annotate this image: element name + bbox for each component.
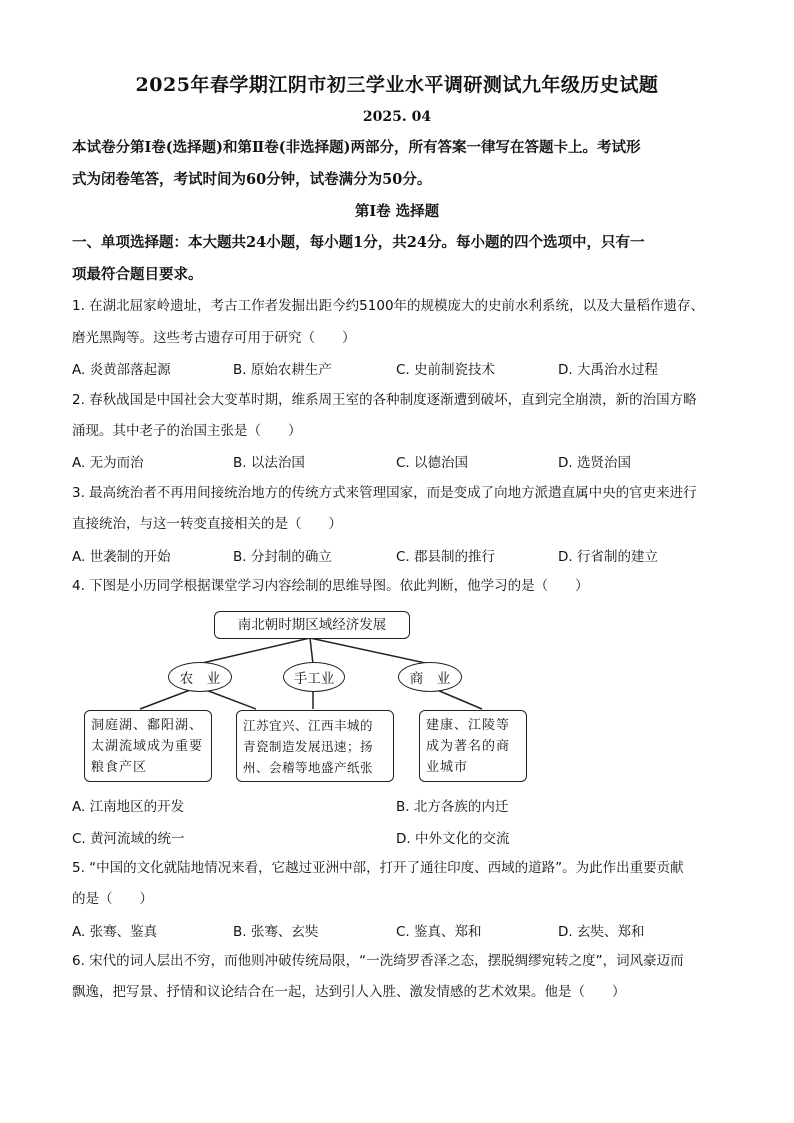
question-5-option-c: C. 鉴真、郑和 xyxy=(396,924,482,940)
mind-map xyxy=(80,605,540,785)
question-2-option-d: D. 选贤治国 xyxy=(558,455,631,471)
instruction-line: 式为闭卷笔答，考试时间为60分钟，试卷满分为50分。 xyxy=(72,171,432,188)
leaf-line: 建康、江陵等 xyxy=(426,718,511,733)
question-5-option-d: D. 玄奘、郑和 xyxy=(558,924,645,940)
instruction-line: 本试卷分第Ⅰ卷(选择题)和第Ⅱ卷(非选择题)两部分，所有答案一律写在答题卡上。考试形 xyxy=(72,139,641,156)
leaf-line: 业城市 xyxy=(426,760,469,775)
question-1-option-d: D. 大禹治水过程 xyxy=(558,362,658,378)
question-2-option-a: A. 无为而治 xyxy=(72,455,144,471)
leaf-line: 粮食产区 xyxy=(91,760,148,775)
question-3-option-a: A. 世袭制的开始 xyxy=(72,549,171,565)
part-heading-line: 项最符合题目要求。 xyxy=(72,266,203,283)
question-1-option-c: C. 史前制瓷技术 xyxy=(396,362,496,378)
question-5-stem: 的是（ ） xyxy=(72,891,153,907)
exam-date: 2025. 04 xyxy=(362,109,432,125)
leaf-line: 青瓷制造发展迅速；扬 xyxy=(243,739,374,754)
question-2-stem: 涌现。其中老子的治国主张是（ ） xyxy=(72,423,302,439)
mind-map-branch-agriculture: 农 业 xyxy=(168,662,232,692)
question-1-option-b: B. 原始农耕生产 xyxy=(233,362,332,378)
question-5-option-b: B. 张骞、玄奘 xyxy=(233,924,319,940)
leaf-line: 江苏宜兴、江西丰城的 xyxy=(243,718,374,733)
question-1-option-a: A. 炎黄部落起源 xyxy=(72,362,171,378)
question-2-option-c: C. 以德治国 xyxy=(396,455,469,471)
leaf-line: 洞庭湖、鄱阳湖、 xyxy=(91,718,204,733)
question-5-option-a: A. 张骞、鉴真 xyxy=(72,924,158,940)
question-3-option-c: C. 郡县制的推行 xyxy=(396,549,496,565)
exam-title: 2025年春学期江阴市初三学业水平调研测试九年级历史试题 xyxy=(135,74,659,96)
question-3-stem: 直接统治，与这一转变直接相关的是（ ） xyxy=(72,516,342,532)
leaf-line: 太湖流域成为重要 xyxy=(91,739,204,754)
question-6-stem: 飘逸，把写景、抒情和议论结合在一起，达到引人入胜、激发情感的艺术效果。他是（ ） xyxy=(72,984,626,1000)
mind-map-leaf-agriculture xyxy=(84,710,212,782)
mind-map-branch-commerce: 商 业 xyxy=(398,662,462,692)
question-4-option-a: A. 江南地区的开发 xyxy=(72,799,185,815)
part-heading-line: 一、单项选择题：本大题共24小题，每小题1分，共24分。每小题的四个选项中，只有一 xyxy=(72,234,645,251)
question-1-stem: 1. 在湖北屈家岭遗址，考古工作者发掘出距今约5100年的规模庞大的史前水利系统，以及大量稻作遗存、 xyxy=(72,298,705,314)
leaf-line: 州、会稽等地盛产纸张 xyxy=(243,760,374,775)
question-3-stem: 3. 最高统治者不再用间接统治地方的传统方式来管理国家，而是变成了向地方派遣直属中央的官吏来进行 xyxy=(72,485,697,501)
question-4-option-d: D. 中外文化的交流 xyxy=(396,831,510,847)
mind-map-branch-handicraft: 手工业 xyxy=(283,662,345,692)
question-4-option-c: C. 黄河流域的统一 xyxy=(72,831,185,847)
leaf-line: 成为著名的商 xyxy=(426,739,511,754)
question-4-option-b: B. 北方各族的内迁 xyxy=(396,799,509,815)
section-title: 第Ⅰ卷 选择题 xyxy=(354,203,440,220)
question-2-option-b: B. 以法治国 xyxy=(233,455,305,471)
mind-map-root: 南北朝时期区域经济发展 xyxy=(214,611,410,639)
question-1-stem: 磨光黑陶等。这些考古遗存可用于研究（ ） xyxy=(72,330,356,346)
question-4-stem: 4. 下图是小历同学根据课堂学习内容绘制的思维导图。依此判断，他学习的是（ ） xyxy=(72,578,589,594)
question-6-stem: 6. 宋代的词人层出不穷，而他则冲破传统局限，“一洗绮罗香泽之态，摆脱绸缪宛转之度”，词风豪迈而 xyxy=(72,953,684,969)
question-3-option-b: B. 分封制的确立 xyxy=(233,549,332,565)
mind-map-leaf-handicraft xyxy=(236,710,394,782)
question-5-stem: 5. “中国的文化就陆地情况来看，它越过亚洲中部，打开了通往印度、西域的道路”。为此作出重要贡献 xyxy=(72,860,684,876)
mind-map-leaf-commerce xyxy=(419,710,527,782)
question-3-option-d: D. 行省制的建立 xyxy=(558,549,658,565)
question-2-stem: 2. 春秋战国是中国社会大变革时期，维系周王室的各种制度逐渐遭到破坏，直到完全崩溃，新的治国方略 xyxy=(72,392,697,408)
instructions xyxy=(72,132,732,196)
